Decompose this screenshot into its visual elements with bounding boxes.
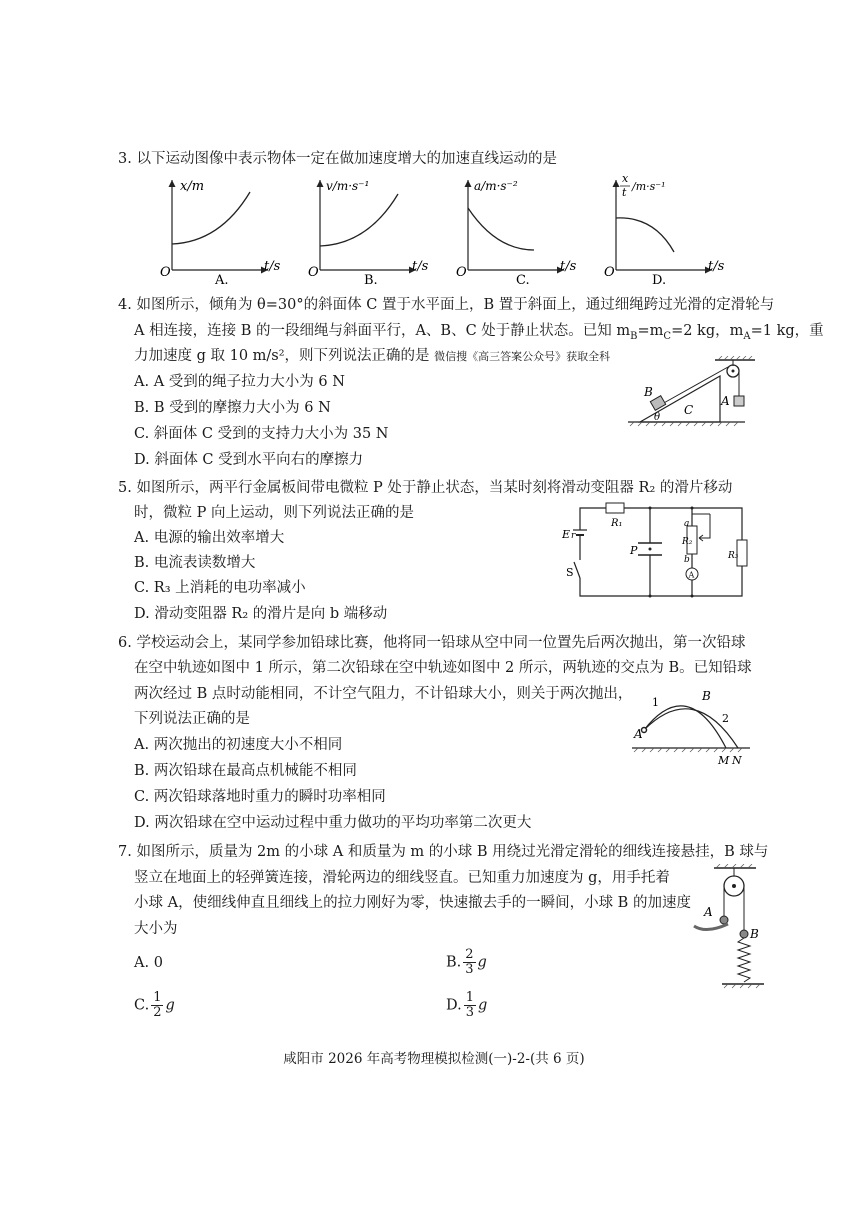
graph-c-origin: O xyxy=(456,265,467,280)
q5-label-e: E xyxy=(562,528,571,541)
q6-line1: 6. 学校运动会上，某同学参加铅球比赛，他将同一铅球从空中同一位置先后两次抛出，第一次铅球 xyxy=(118,635,746,651)
q6-option-d: D. 两次铅球在空中运动过程中重力做功的平均功率第二次更大 xyxy=(134,815,532,831)
q5-ammeter: A xyxy=(688,570,695,580)
q6-line3: 两次经过 B 点时动能相同，不计空气阻力，不计铅球大小，则关于两次抛出， xyxy=(134,686,633,702)
q4-label-c: C xyxy=(684,403,694,417)
q3-graphs xyxy=(150,172,740,290)
graph-a-xlabel: t/s xyxy=(264,259,281,274)
q4-option-d: D. 斜面体 C 受到水平向右的摩擦力 xyxy=(134,452,364,468)
q7-figure xyxy=(686,864,766,994)
q4-label-a: A xyxy=(721,394,730,408)
graph-b xyxy=(308,179,429,288)
q5-option-a: A. 电源的输出效率增大 xyxy=(134,530,285,546)
q4-line3: 力加速度 g 取 10 m/s²，则下列说法正确的是 微信搜《高三答案公众号》获取全科 xyxy=(134,348,611,364)
q7-option-d: D. $\frac{1}{3}$ g xyxy=(446,990,488,1020)
q6-line2: 在空中轨迹如图中 1 所示，第二次铅球在空中轨迹如图中 2 所示，两轨迹的交点为 B。已知铅球 xyxy=(134,660,752,676)
q5-line2: 时，微粒 P 向上运动，则下列说法正确的是 xyxy=(134,505,414,521)
q5-label-r2: R₂ xyxy=(682,537,693,547)
q5-label-r1: R₁ xyxy=(611,518,623,529)
q4-option-a: A. A 受到的绳子拉力大小为 6 N xyxy=(134,374,345,390)
q7-label-b: B xyxy=(750,927,759,941)
graph-d-xlabel: t/s xyxy=(708,259,725,274)
q5-label-r3: R₃ xyxy=(728,551,739,561)
graph-b-ylabel: v/m·s⁻¹ xyxy=(326,179,370,193)
q6-label-1: 1 xyxy=(652,696,659,709)
q4-figure xyxy=(620,356,760,434)
q4-option-b: B. B 受到的摩擦力大小为 6 N xyxy=(134,400,331,416)
q5-label-r: r xyxy=(571,531,576,541)
q5-line1: 5. 如图所示，两平行金属板间带电微粒 P 处于静止状态，当某时刻将滑动变阻器 R₂ 的滑片移动 xyxy=(118,480,733,496)
q7-line4: 大小为 xyxy=(134,921,178,937)
q5-label-p: P xyxy=(630,544,638,557)
graph-b-origin: O xyxy=(308,265,319,280)
q4-line2: A 相连接，连接 B 的一段细绳与斜面平行，A、B、C 处于静止状态。已知 $m_B=m_C=2$ kg，$m_A=1$ kg，重 xyxy=(134,323,824,342)
q4-label-theta: θ xyxy=(654,412,661,423)
q5-option-b: B. 电流表读数增大 xyxy=(134,555,256,571)
q5-circuit xyxy=(562,498,762,604)
graph-a xyxy=(160,179,281,288)
watermark: 微信搜《高三答案公众号》获取全科 xyxy=(434,350,611,363)
graph-b-xlabel: t/s xyxy=(412,259,429,274)
q6-label-b: B xyxy=(702,689,711,703)
q5-label-s: S xyxy=(566,566,574,579)
q7-label-a: A xyxy=(704,905,713,919)
q7-line3: 小球 A，使细线伸直且细线上的拉力刚好为零，快速撤去手的一瞬间，小球 B 的加速度 xyxy=(134,895,691,911)
q5-option-c: C. R₃ 上消耗的电功率减小 xyxy=(134,580,306,596)
q4-line1: 4. 如图所示，倾角为 θ=30°的斜面体 C 置于水平面上，B 置于斜面上，通过细绳跨过光滑的定滑轮与 xyxy=(118,297,775,313)
q7-option-c: C. $\frac{1}{2}$ g xyxy=(134,990,175,1020)
graph-d-ylabel-den: t xyxy=(622,186,627,199)
page-footer: 咸阳市 2026 年高考物理模拟检测(一)-2-(共 6 页) xyxy=(283,1051,585,1067)
graph-a-label: A. xyxy=(215,273,229,288)
graph-b-label: B. xyxy=(364,273,378,288)
graph-c-ylabel: a/m·s⁻² xyxy=(474,179,518,193)
graph-c xyxy=(456,179,577,288)
q6-label-2: 2 xyxy=(722,712,729,725)
q6-label-n: N xyxy=(732,754,742,767)
q4-option-c: C. 斜面体 C 受到的支持力大小为 35 N xyxy=(134,426,389,442)
graph-c-xlabel: t/s xyxy=(560,259,577,274)
q6-label-m: M xyxy=(718,754,730,767)
graph-a-ylabel: x/m xyxy=(180,179,205,194)
q3-stem: 3. 以下运动图像中表示物体一定在做加速度增大的加速直线运动的是 xyxy=(118,151,557,167)
q6-option-c: C. 两次铅球落地时重力的瞬时功率相同 xyxy=(134,789,386,805)
q6-option-b: B. 两次铅球在最高点机械能不相同 xyxy=(134,763,357,779)
graph-d xyxy=(604,172,725,288)
q6-figure xyxy=(630,684,755,768)
q5-option-d: D. 滑动变阻器 R₂ 的滑片是向 b 端移动 xyxy=(134,606,388,622)
graph-d-ylabel-unit: /m·s⁻¹ xyxy=(632,180,666,193)
q6-line4: 下列说法正确的是 xyxy=(134,711,250,727)
q6-label-a: A xyxy=(634,727,643,741)
q7-line1: 7. 如图所示，质量为 2m 的小球 A 和质量为 m 的小球 B 用绕过光滑定滑轮的细线连接悬挂，B 球与 xyxy=(118,844,769,860)
q7-option-b: B. $\frac{2}{3}$ g xyxy=(446,947,487,977)
q5-label-b: b xyxy=(684,555,690,565)
q6-option-a: A. 两次抛出的初速度大小不相同 xyxy=(134,737,343,753)
graph-a-origin: O xyxy=(160,265,171,280)
graph-d-label: D. xyxy=(652,273,667,288)
q4-label-b: B xyxy=(644,385,653,399)
graph-c-label: C. xyxy=(516,273,530,288)
q7-option-a: A. 0 xyxy=(134,955,163,971)
q5-label-a: a xyxy=(684,519,690,529)
graph-d-origin: O xyxy=(604,265,615,280)
graph-d-ylabel-num: x xyxy=(622,172,629,185)
q7-line2: 竖立在地面上的轻弹簧连接，滑轮两边的细线竖直。已知重力加速度为 g，用手托着 xyxy=(134,870,670,886)
